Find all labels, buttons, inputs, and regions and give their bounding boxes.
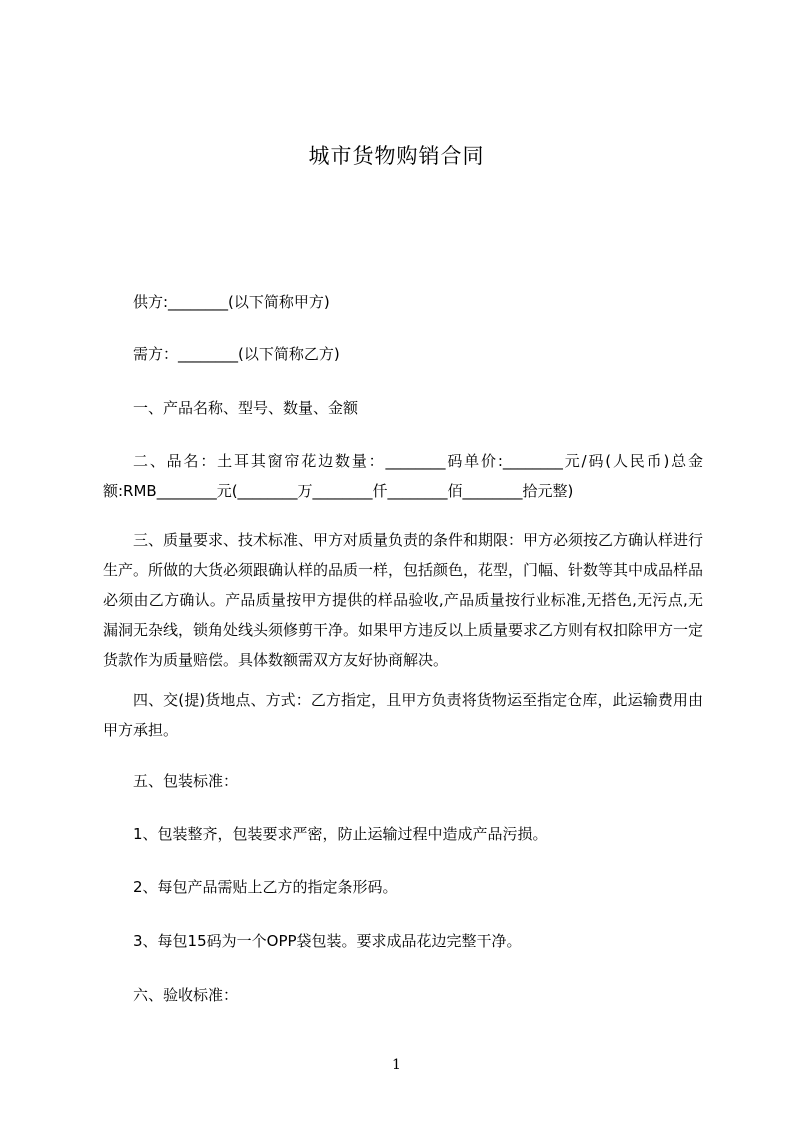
packaging-item-2: 2、每包产品需贴上乙方的指定条形码。 xyxy=(133,878,398,896)
section-2-paragraph: 二、品名：土耳其窗帘花边数量：________码单价:________元/码(人民币)总金额:RMB________元(________万________仟________佰________拾元整) xyxy=(103,452,703,500)
packaging-item-1: 1、包装整齐，包装要求严密，防止运输过程中造成产品污损。 xyxy=(133,825,548,843)
section-6-heading: 六、验收标准： xyxy=(133,986,239,1004)
page-number: 1 xyxy=(392,1057,401,1073)
section-4-paragraph: 四、交(提)货地点、方式：乙方指定，且甲方负责将货物运至指定仓库，此运输费用由甲方承担。 xyxy=(103,691,703,739)
supplier-line: 供方:________(以下简称甲方) xyxy=(133,293,330,311)
page-title: 城市货物购销合同 xyxy=(308,144,485,168)
section-5-heading: 五、包装标准： xyxy=(133,772,239,790)
packaging-item-3: 3、每包15码为一个OPP袋包装。要求成品花边完整干净。 xyxy=(133,932,522,950)
section-3-paragraph: 三、质量要求、技术标准、甲方对质量负责的条件和期限：甲方必须按乙方确认样进行生产。所做的大货必须跟确认样的品质一样，包括颜色，花型，门幅、针数等其中成品样品必须由乙方确认。产品质量按甲方提供的样品验收,产品质量按行业标准,无搭色,无污点,无漏洞无杂线，锁角处线头须修剪干净。如果甲方违反以上质量要求乙方则有权扣除甲方一定货款作为质量赔偿。具体数额需双方友好协商解决。 xyxy=(103,531,704,669)
buyer-line: 需方：________(以下简称乙方) xyxy=(133,345,340,363)
section-1-heading: 一、产品名称、型号、数量、金额 xyxy=(133,399,359,417)
